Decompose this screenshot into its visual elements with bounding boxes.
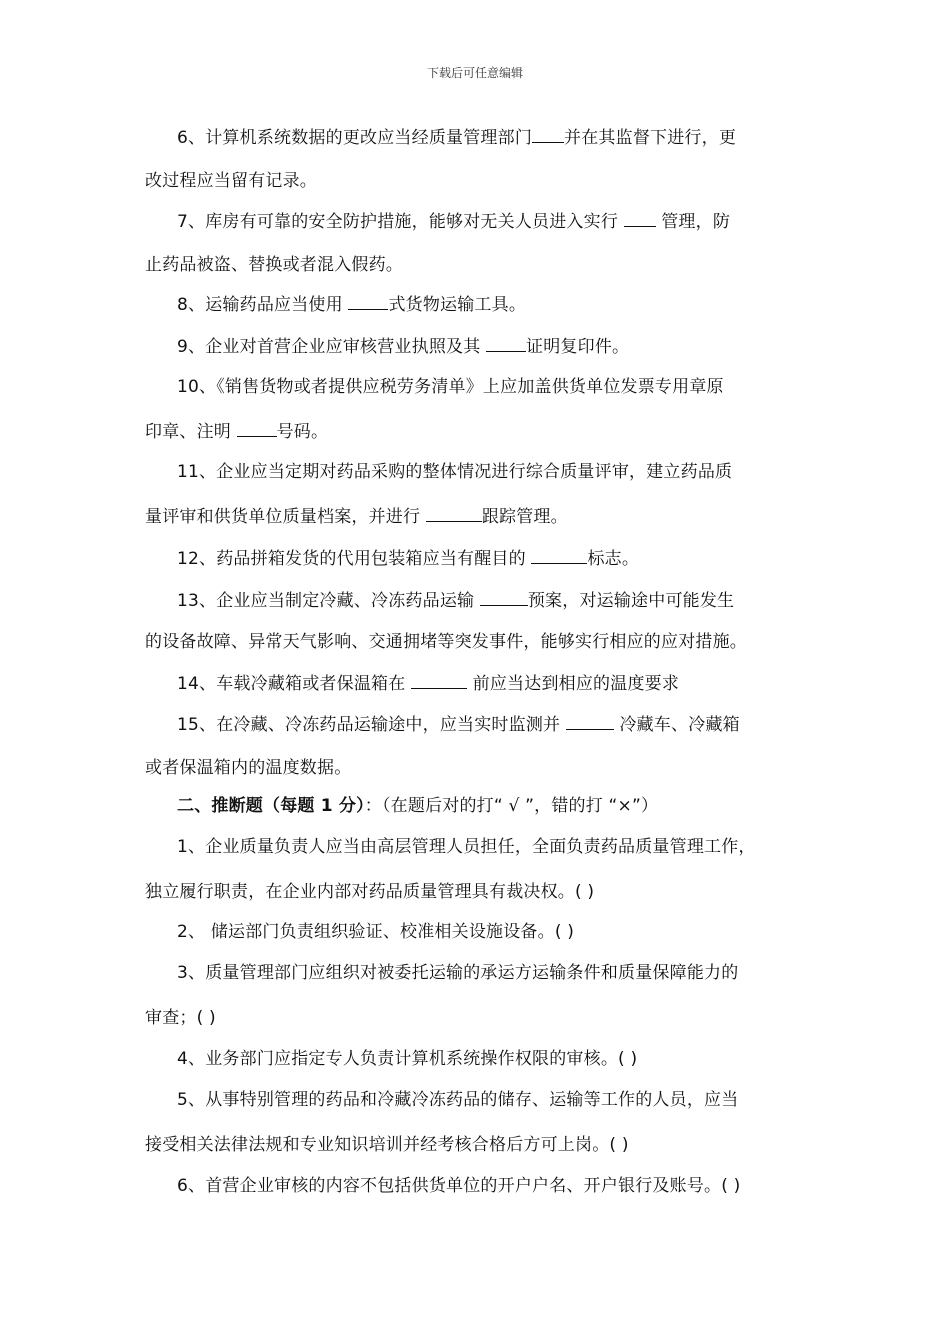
blank-line (486, 333, 526, 352)
blank-line (237, 418, 277, 437)
question-11-text-after: 跟踪管理。 (481, 507, 568, 527)
question-11-line-2 (145, 503, 568, 529)
judge-1-line-1: 1、企业质量负责人应当由高层管理人员担任，全面负责药品质量管理工作， (177, 837, 756, 857)
question-7-text-before: 7、库房有可靠的安全防护措施，能够对无关人员进入实行 (177, 212, 619, 232)
question-12-text-after: 标志。 (587, 549, 640, 569)
question-9-text-before: 9、企业对首营企业应审核营业执照及其 (177, 337, 481, 357)
question-7-line-1 (177, 208, 730, 234)
blank-line (348, 291, 388, 310)
judge-2-line: 2、 储运部门负责组织验证、校准相关设施设备。( ) (177, 922, 575, 942)
question-13-text-after: 预案，对运输途中可能发生 (527, 591, 735, 611)
question-8-text-before: 8、运输药品应当使用 (177, 295, 343, 315)
section-2-heading (177, 794, 658, 818)
blank-line (426, 503, 482, 522)
question-15-line-1 (177, 711, 740, 737)
judge-6-line: 6、首营企业审核的内容不包括供货单位的开户户名、开户银行及账号。( ) (177, 1176, 741, 1196)
question-6-text-before: 6、计算机系统数据的更改应当经质量管理部门 (177, 128, 533, 148)
question-6-text-after: 并在其监督下进行，更 (564, 128, 737, 148)
question-10-text-before: 印章、注明 (145, 422, 231, 442)
question-15-text-after: 冷藏车、冷藏箱 (619, 715, 740, 735)
question-10-line-1: 10、《销售货物或者提供应税劳务清单》上应加盖供货单位发票专用章原 (177, 377, 724, 397)
judge-3-line-2: 审查；( ) (145, 1008, 216, 1028)
section-2-title: 二、推断题（每题 1 分） (177, 796, 365, 816)
question-14-text-before: 14、车载冷藏箱或者保温箱在 (177, 674, 406, 694)
blank-line (480, 587, 528, 606)
question-11-text-before: 量评审和供货单位质量档案，并进行 (145, 507, 421, 527)
blank-line (566, 711, 614, 730)
question-15-line-2: 或者保温箱内的温度数据。 (145, 758, 352, 778)
judge-5-line-1: 5、从事特别管理的药品和冷藏冷冻药品的储存、运输等工作的人员，应当 (177, 1090, 739, 1110)
section-2-instructions: ：（在题后对的打“ √ ”，错的打 “×”） (364, 796, 659, 816)
question-9-text-after: 证明复印件。 (526, 337, 630, 357)
blank-line (532, 124, 564, 143)
blank-line (624, 208, 656, 227)
blank-line (531, 545, 587, 564)
question-13-line-1 (177, 587, 734, 613)
question-11-line-1: 11、企业应当定期对药品采购的整体情况进行综合质量评审，建立药品质 (177, 462, 733, 482)
question-8-line (177, 291, 526, 317)
judge-4-line: 4、业务部门应指定专人负责计算机系统操作权限的审核。( ) (177, 1049, 638, 1069)
page-header: 下载后可任意编辑 (426, 66, 523, 80)
question-9-line (177, 333, 629, 359)
question-7-text-after: 管理，防 (661, 212, 731, 232)
question-13-line-2: 的设备故障、异常天气影响、交通拥堵等突发事件，能够实行相应的应对措施。 (145, 632, 747, 652)
question-7-line-2: 止药品被盗、替换或者混入假药。 (145, 255, 403, 275)
judge-5-line-2: 接受相关法律法规和专业知识培训并经考核合格后方可上岗。( ) (145, 1135, 629, 1155)
question-12-text-before: 12、药品拼箱发货的代用包装箱应当有醒目的 (177, 549, 526, 569)
judge-3-line-1: 3、质量管理部门应组织对被委托运输的承运方运输条件和质量保障能力的 (177, 963, 739, 983)
question-13-text-before: 13、企业应当制定冷藏、冷冻药品运输 (177, 591, 475, 611)
blank-line (411, 670, 467, 689)
question-12-line (177, 545, 639, 571)
question-15-text-before: 15、在冷藏、冷冻药品运输途中，应当实时监测并 (177, 715, 561, 735)
question-6-line-2: 改过程应当留有记录。 (145, 171, 317, 191)
judge-1-line-2: 独立履行职责，在企业内部对药品质量管理具有裁决权。( ) (145, 882, 595, 902)
question-8-text-after: 式货物运输工具。 (388, 295, 527, 315)
question-14-text-after: 前应当达到相应的温度要求 (472, 674, 680, 694)
question-14-line (177, 670, 679, 696)
question-10-text-after: 号码。 (276, 422, 329, 442)
question-6-line-1 (177, 124, 736, 150)
question-10-line-2 (145, 418, 328, 444)
